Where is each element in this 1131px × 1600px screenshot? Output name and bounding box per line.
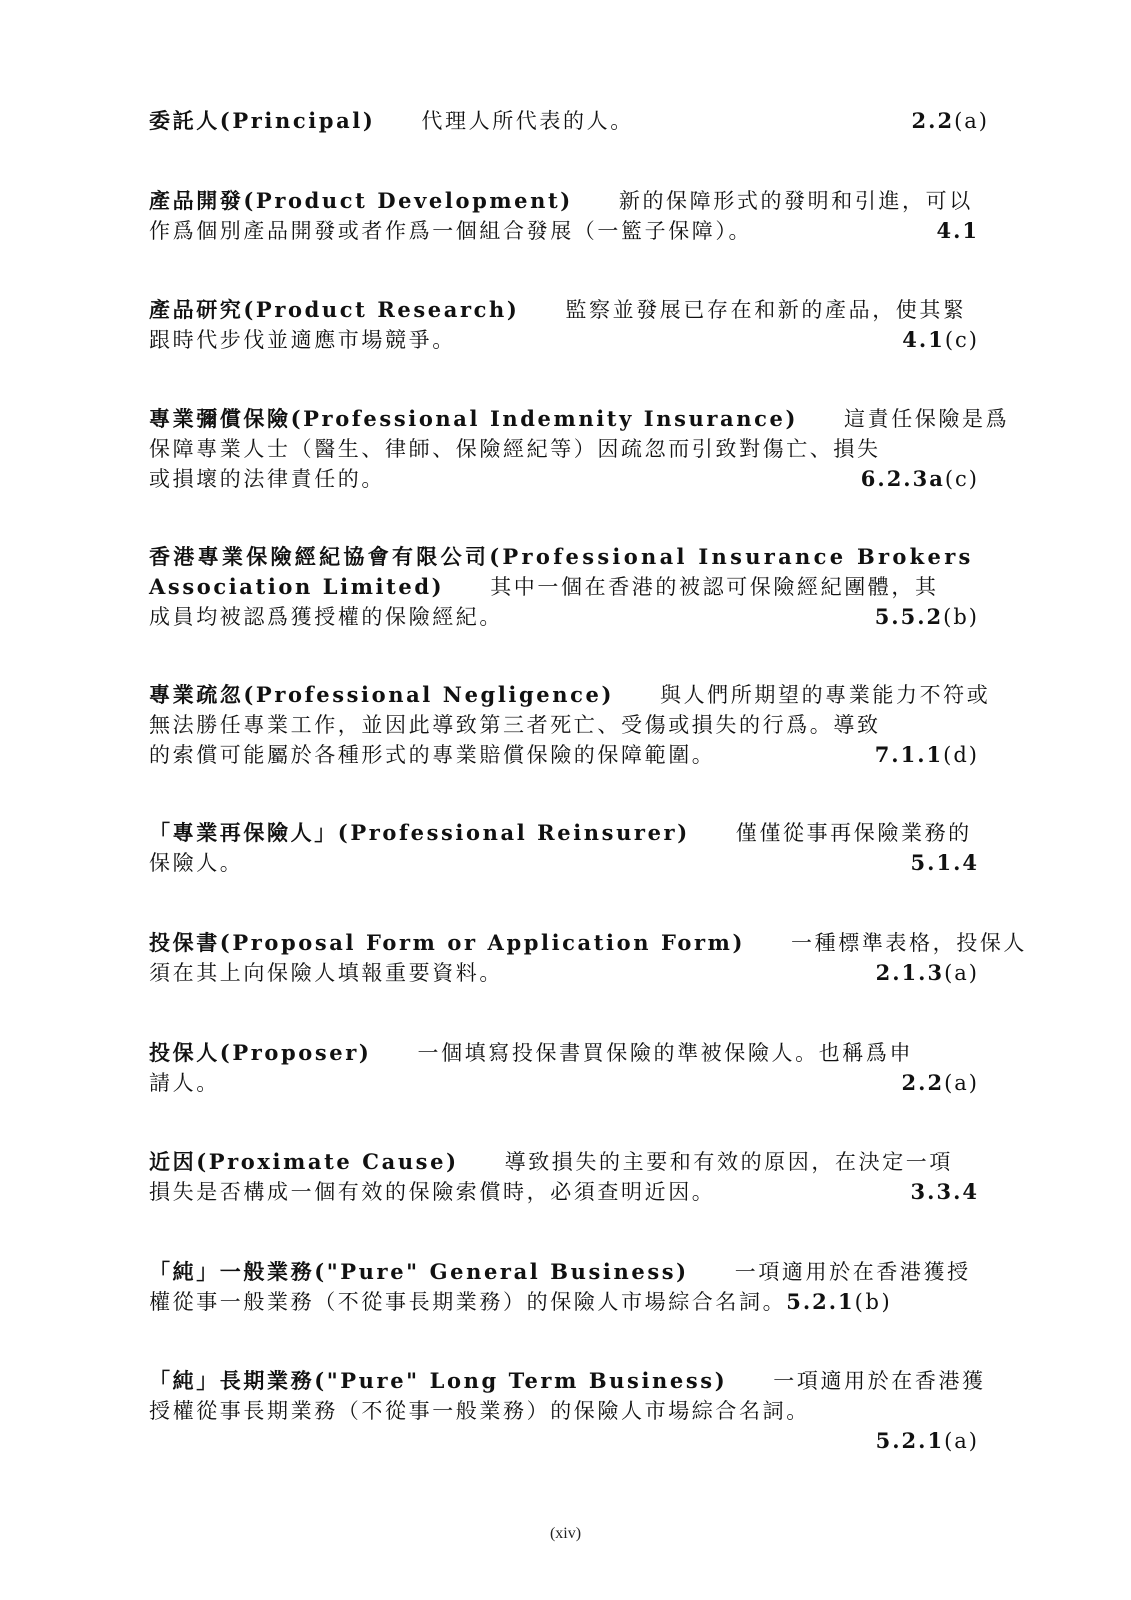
entry-term: 專業彌償保險(Professional Indemnity Insurance) bbox=[149, 406, 799, 431]
section-reference: 2.1.3(a) bbox=[875, 960, 979, 985]
entry-line bbox=[149, 1257, 999, 1287]
entry-definition: 損失是否構成一個有效的保險索償時，必須查明近因。 bbox=[149, 1180, 716, 1204]
glossary-entry-proximate-cause bbox=[149, 1147, 999, 1207]
section-reference: 4.1(c) bbox=[902, 327, 979, 352]
glossary-entry-proposal-form bbox=[149, 928, 1028, 988]
entry-definition: 或損壞的法律責任的。 bbox=[149, 467, 385, 491]
entry-line bbox=[149, 740, 999, 770]
glossary-entry-pure-general-business bbox=[149, 1257, 999, 1317]
section-reference-sub: (b) bbox=[854, 1290, 893, 1314]
page-number: (xiv) bbox=[549, 1525, 582, 1542]
entry-definition: 一種標準表格，投保人 bbox=[791, 931, 1028, 955]
entry-line bbox=[149, 404, 1010, 434]
entry-line bbox=[149, 848, 999, 878]
glossary-entry-professional-negligence bbox=[149, 680, 999, 770]
section-reference: 2.2(a) bbox=[901, 1070, 979, 1095]
entry-line bbox=[149, 928, 1028, 958]
entry-definition: 的索償可能屬於各種形式的專業賠償保險的保障範圍。 bbox=[149, 743, 716, 767]
entry-definition: 授權從事長期業務（不從事一般業務）的保險人市場綜合名詞。 bbox=[149, 1399, 810, 1423]
glossary-entry-principal bbox=[149, 106, 999, 136]
glossary-entry-product-development bbox=[149, 186, 999, 246]
entry-definition: 一項適用於在香港獲 bbox=[773, 1369, 986, 1393]
entry-line bbox=[149, 1147, 999, 1177]
glossary-entry-professional-reinsurer bbox=[149, 818, 999, 878]
entry-line bbox=[149, 572, 999, 602]
entry-line bbox=[149, 602, 999, 632]
section-reference: 5.1.4 bbox=[910, 850, 979, 875]
entry-line bbox=[149, 1038, 999, 1068]
entry-line bbox=[149, 434, 999, 464]
entry-term: 「專業再保險人」(Professional Reinsurer) bbox=[149, 820, 690, 845]
entry-definition: 一個填寫投保書買保險的準被保險人。也稱爲申 bbox=[417, 1041, 914, 1065]
entry-term: Association Limited) bbox=[149, 574, 445, 599]
entry-term: 產品研究(Product Research) bbox=[149, 297, 520, 322]
entry-term: 「純」長期業務("Pure" Long Term Business) bbox=[149, 1368, 728, 1393]
entry-line bbox=[149, 1426, 999, 1456]
entry-definition: 這責任保險是爲 bbox=[844, 407, 1010, 431]
section-reference: 4.1 bbox=[936, 218, 979, 243]
entry-definition: 請人。 bbox=[149, 1071, 220, 1095]
entry-line bbox=[149, 1177, 999, 1207]
entry-line bbox=[149, 295, 999, 325]
entry-definition: 跟時代步伐並適應市場競爭。 bbox=[149, 328, 456, 352]
entry-line bbox=[149, 186, 999, 216]
entry-definition: 無法勝任專業工作，並因此導致第三者死亡、受傷或損失的行爲。導致 bbox=[149, 713, 881, 737]
entry-definition: 作爲個別產品開發或者作爲一個組合發展（一籃子保障）。 bbox=[149, 219, 753, 243]
entry-definition: 與人們所期望的專業能力不符或 bbox=[659, 683, 991, 707]
entry-line bbox=[149, 325, 999, 355]
section-reference: 5.2.1(a) bbox=[875, 1428, 979, 1453]
entry-definition: 保險人。 bbox=[149, 851, 244, 875]
entry-line bbox=[149, 1396, 999, 1426]
glossary-entry-proposer bbox=[149, 1038, 999, 1098]
entry-line bbox=[149, 680, 999, 710]
entry-definition: 權從事一般業務（不從事長期業務）的保險人市場綜合名詞。 bbox=[149, 1290, 787, 1314]
entry-line bbox=[149, 542, 999, 572]
entry-line bbox=[149, 958, 999, 988]
entry-definition: 須在其上向保險人填報重要資料。 bbox=[149, 961, 503, 985]
section-reference: 7.1.1(d) bbox=[874, 742, 979, 767]
entry-line bbox=[149, 1068, 999, 1098]
glossary-entry-brokers-association bbox=[149, 542, 999, 632]
entry-term: 投保書(Proposal Form or Application Form) bbox=[149, 930, 746, 955]
entry-term: 產品開發(Product Development) bbox=[149, 188, 573, 213]
entry-definition: 僅僅從事再保險業務的 bbox=[735, 821, 972, 845]
section-reference: 3.3.4 bbox=[910, 1179, 979, 1204]
entry-term: 「純」一般業務("Pure" General Business) bbox=[149, 1259, 689, 1284]
entry-line bbox=[149, 106, 999, 136]
entry-line bbox=[149, 464, 999, 494]
section-reference: 2.2(a) bbox=[911, 108, 989, 133]
entry-term: 香港專業保險經紀協會有限公司(Professional Insurance Brokers bbox=[149, 544, 974, 569]
entry-definition: 代理人所代表的人。 bbox=[421, 109, 634, 133]
entry-definition: 導致損失的主要和有效的原因，在決定一項 bbox=[504, 1150, 954, 1174]
entry-line bbox=[149, 818, 999, 848]
entry-line bbox=[149, 1366, 999, 1396]
entry-line bbox=[149, 710, 999, 740]
entry-definition: 新的保障形式的發明和引進，可以 bbox=[618, 189, 973, 213]
entry-line bbox=[149, 216, 999, 246]
section-reference: 5.2.1 bbox=[786, 1289, 855, 1314]
glossary-entry-product-research bbox=[149, 295, 999, 355]
entry-definition: 監察並發展已存在和新的產品，使其緊 bbox=[565, 298, 967, 322]
glossary-entry-pure-long-term-business bbox=[149, 1366, 999, 1456]
entry-term: 近因(Proximate Cause) bbox=[149, 1149, 459, 1174]
entry-term: 委託人(Principal) bbox=[149, 108, 376, 133]
entry-term: 投保人(Proposer) bbox=[149, 1040, 372, 1065]
section-reference: 6.2.3a(c) bbox=[860, 466, 979, 491]
entry-definition: 成員均被認爲獲授權的保險經紀。 bbox=[149, 605, 503, 629]
entry-term: 專業疏忽(Professional Negligence) bbox=[149, 682, 614, 707]
entry-definition: 保障專業人士（醫生、律師、保險經紀等）因疏忽而引致對傷亡、損失 bbox=[149, 437, 881, 461]
glossary-entry-professional-indemnity bbox=[149, 404, 1010, 494]
entry-definition: 一項適用於在香港獲授 bbox=[734, 1260, 971, 1284]
section-reference: 5.5.2(b) bbox=[874, 604, 979, 629]
entry-line bbox=[149, 1287, 999, 1317]
entry-definition: 其中一個在香港的被認可保險經紀團體，其 bbox=[490, 575, 939, 599]
